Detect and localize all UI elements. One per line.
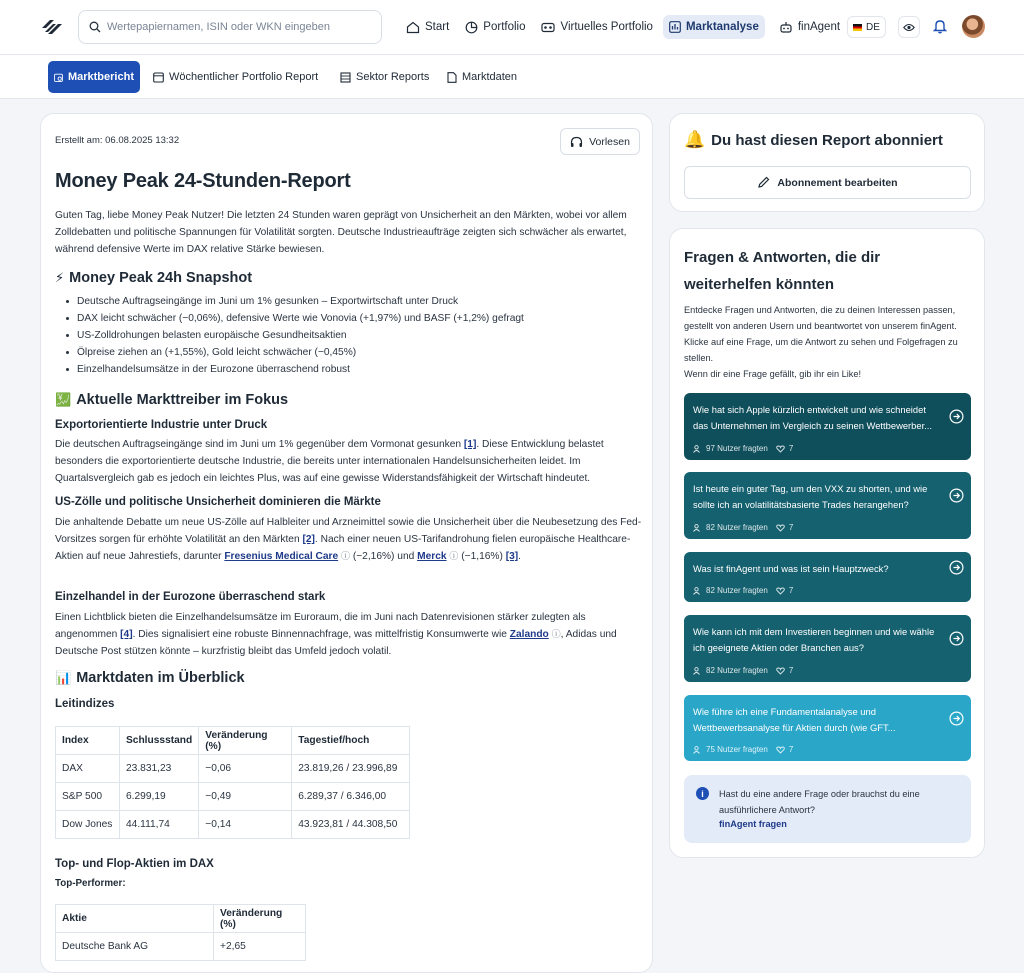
vr-glasses-icon [541, 22, 555, 33]
chart-up-icon: 💹 [55, 392, 72, 407]
money-peak-logo-icon[interactable] [40, 15, 64, 39]
lightning-icon: ⚡ [55, 270, 65, 285]
arrow-right-circle-icon [949, 560, 964, 575]
table-cell: 44.111,74 [120, 811, 199, 839]
ask-finagent-text: Hast du eine andere Frage oder brauchst du eine ausführlichere Antwort? [719, 789, 920, 815]
reference-link-3[interactable]: [3] [505, 551, 519, 562]
table-header-row [56, 905, 306, 933]
arrow-right-circle-icon [949, 488, 964, 503]
eye-icon [903, 23, 915, 32]
pie-chart-icon [465, 21, 478, 34]
top-performer-table [55, 904, 306, 961]
drivers-heading [55, 392, 288, 408]
qa-users-count: 75 Nutzer fragten [706, 745, 768, 754]
qa-item[interactable] [684, 695, 971, 761]
section-1-text [55, 436, 645, 487]
users-icon [693, 667, 702, 675]
tab-weekly-label: Wöchentlicher Portfolio Report [169, 71, 319, 83]
indices-title: Leitindizes [55, 698, 115, 710]
indices-table [55, 726, 410, 839]
report-tabs [0, 55, 1024, 99]
subscription-heading [684, 130, 943, 150]
read-aloud-button[interactable] [560, 128, 640, 155]
text: . Diese Entwicklung belastet besonders die exportorientierte deutsche Industrie, die bereits unter internationalen Handelsunsicherheiten leidet. Im Quartalsvergleich gab es jedoch ein leichtes Plus, was auf eine gewisse Widerstandsfähigkeit der Wirtschaft hindeutet. [55, 439, 604, 484]
users-icon [693, 524, 702, 532]
report-title: Money Peak 24-Stunden-Report [55, 170, 351, 192]
column-header: Index [56, 727, 120, 755]
notification-bell-icon[interactable] [933, 18, 947, 34]
nav-virtual-label: Virtuelles Portfolio [560, 21, 653, 33]
list-item: DAX leicht schwächer (−0,06%), defensive Werte wie Vonovia (+1,97%) und BASF (+1,2%) gefragt [63, 310, 643, 327]
column-header: Veränderung (%) [214, 905, 306, 933]
table-cell: S&P 500 [56, 783, 120, 811]
section-1-title: Exportorientierte Industrie unter Druck [55, 419, 268, 431]
nav-start-label: Start [425, 21, 450, 33]
nav-portfolio[interactable] [459, 15, 531, 39]
snapshot-heading [55, 270, 252, 286]
qa-card [669, 228, 985, 858]
list-item: Ölpreise ziehen an (+1,55%), Gold leicht schwächer (−0,45%) [63, 344, 643, 361]
ask-finagent-box [684, 775, 971, 843]
arrow-right-circle-icon [949, 711, 964, 726]
table-cell: 23.819,26 / 23.996,89 [292, 755, 410, 783]
stock-link-zalando[interactable]: Zalando [509, 629, 549, 640]
heart-icon[interactable] [776, 746, 785, 754]
reference-link-4[interactable]: [4] [120, 629, 133, 640]
table-cell: Dow Jones [56, 811, 120, 839]
table-cell: −0,14 [199, 811, 292, 839]
list-item: Deutsche Auftragseingänge im Juni um 1% gesunken – Exportwirtschaft unter Druck [63, 293, 643, 310]
text: Die deutschen Auftragseingänge sind im Juni um 1% gegenüber dem Vormonat gesunken [55, 439, 464, 450]
stock-link-merck[interactable]: Merck [417, 551, 447, 562]
read-aloud-label: Vorlesen [589, 135, 630, 148]
visibility-toggle[interactable] [898, 16, 920, 38]
table-cell: 43.923,81 / 44.308,50 [292, 811, 410, 839]
qa-users-count: 97 Nutzer fragten [706, 444, 768, 453]
reference-link-1[interactable]: [1] [463, 439, 477, 450]
list-item: Einzelhandelsumsätze in der Eurozone überraschend robust [63, 361, 643, 378]
qa-users-count: 82 Nutzer fragten [706, 586, 768, 595]
table-cell: DAX [56, 755, 120, 783]
qa-description [684, 302, 976, 382]
table-row [56, 755, 410, 783]
nav-portfolio-label: Portfolio [483, 21, 526, 33]
subscription-title: Du hast diesen Report abonniert [711, 131, 943, 149]
search-icon [89, 21, 101, 33]
user-avatar[interactable] [962, 15, 985, 38]
table-header-row [56, 727, 410, 755]
info-icon[interactable]: ⓘ [340, 551, 350, 561]
qa-description-text: Entdecke Fragen und Antworten, die zu deinen Interessen passen, gestellt von anderen Usern und beantwortet von unserem finAgent. Klicke auf eine Frage, um die Antwort zu sehen und Folgefragen zu stellen. [684, 305, 958, 363]
nav-marktanalyse-label: Marktanalyse [685, 21, 759, 33]
language-selector[interactable] [847, 16, 886, 38]
qa-item[interactable] [684, 393, 971, 460]
reference-link-2[interactable]: [2] [302, 534, 315, 545]
users-icon [693, 587, 702, 595]
section-3-text [55, 609, 645, 660]
tab-weekly-portfolio-report[interactable] [147, 61, 324, 93]
qa-likes-count: 7 [788, 745, 794, 754]
column-header: Tagestief/hoch [292, 727, 410, 755]
list-item: US-Zolldrohungen belasten europäische Gesundheitsaktien [63, 327, 643, 344]
qa-like-hint: Wenn dir eine Frage gefällt, gib ihr ein Like! [684, 369, 862, 379]
qa-meta [693, 586, 793, 595]
text: Die anhaltende Debatte um neue US-Zölle auf Halbleiter und Arzneimittel sowie die Unsicherheit über die Neubesetzung des Fed-Vorsitzes sorgen für erhöhte Volatilität an den Märkten [55, 517, 642, 545]
topflop-title: Top- und Flop-Aktien im DAX [55, 858, 214, 870]
users-icon [693, 445, 702, 453]
table-cell: +2,65 [214, 933, 306, 961]
heart-icon[interactable] [776, 587, 785, 595]
subscription-card [669, 113, 985, 212]
pencil-icon [757, 176, 770, 189]
qa-users-count: 82 Nutzer fragten [706, 666, 768, 675]
tab-marktbericht-label: Marktbericht [67, 71, 134, 83]
market-report-card [40, 113, 653, 973]
text: (−1,16%) [458, 551, 506, 562]
heart-icon[interactable] [776, 445, 785, 453]
nav-finagent[interactable] [773, 15, 846, 39]
snapshot-title: Money Peak 24h Snapshot [69, 270, 253, 286]
table-cell: −0,06 [199, 755, 292, 783]
tab-marktdaten[interactable] [441, 61, 523, 93]
qa-meta [693, 666, 793, 675]
column-header: Aktie [56, 905, 214, 933]
created-date: Erstellt am: 06.08.2025 13:32 [55, 135, 180, 146]
qa-question: Wie kann ich mit dem Investieren beginnen und wie wähle ich geeignete Aktien oder Branchen aus? [693, 626, 935, 653]
market-data-heading [55, 670, 245, 686]
heart-icon[interactable] [776, 667, 785, 675]
column-header: Veränderung (%) [199, 727, 292, 755]
qa-likes-count: 7 [788, 586, 794, 595]
qa-question: Was ist finAgent und was ist sein Hauptzweck? [693, 563, 889, 574]
tab-marktdaten-label: Marktdaten [462, 71, 518, 83]
qa-item[interactable] [684, 472, 971, 539]
main-nav [400, 15, 846, 39]
text: , Adidas und Deutsche Post stützen könnte – kurzfristig bleibt das Umfeld jedoch volatil. [55, 629, 617, 657]
report-icon [153, 72, 164, 83]
info-circle-icon: i [696, 787, 709, 800]
tab-sector-reports[interactable] [334, 61, 435, 93]
table-cell: 23.831,23 [120, 755, 199, 783]
text: . Dies signalisiert eine robuste Binnennachfrage, was mittelfristig Konsumwerte wie [132, 629, 510, 640]
snapshot-list [63, 293, 643, 378]
nav-virtual-portfolio[interactable] [535, 15, 658, 39]
qa-question: Ist heute ein guter Tag, um den VXX zu shorten, und wie sollte ich an volatilitätsbasierte Trades herangehen? [693, 483, 928, 510]
report-intro: Guten Tag, liebe Money Peak Nutzer! Die letzten 24 Stunden waren geprägt von Unsicherheit an den Märkten, wobei vor allem Zolldebatten und politische Spannungen für Volatilität sorgten. Deutsche Industrieaufträge zeigten sich schwächer als erwartet, während defensive Werte im DAX relative Stärke bewiesen. [55, 210, 627, 255]
top-performer-title: Top-Performer: [55, 878, 126, 889]
tab-sector-label: Sektor Reports [356, 71, 430, 83]
nav-finagent-label: finAgent [797, 21, 841, 33]
section-2-title: US-Zölle und politische Unsicherheit dominieren die Märkte [55, 496, 381, 508]
edit-subscription-label: Abonnement bearbeiten [777, 176, 898, 189]
search-box[interactable] [78, 10, 382, 44]
table-row [56, 783, 410, 811]
robot-icon [779, 21, 793, 34]
bar-chart-icon [669, 21, 681, 33]
top-navigation-bar [0, 0, 1024, 55]
document-icon [447, 72, 457, 83]
nav-marktanalyse[interactable] [663, 15, 765, 39]
table-cell: 6.289,37 / 6.346,00 [292, 783, 410, 811]
table-row [56, 811, 410, 839]
home-icon [406, 21, 420, 34]
bar-chart-emoji-icon: 📊 [55, 670, 72, 685]
qa-title: Fragen & Antworten, die dir weiterhelfen könnten [684, 249, 881, 293]
qa-meta [693, 444, 793, 453]
heart-icon[interactable] [776, 524, 785, 532]
arrow-right-circle-icon [949, 409, 964, 424]
language-label: DE [866, 21, 880, 33]
users-icon [693, 746, 702, 754]
edit-subscription-button[interactable] [684, 166, 971, 199]
info-icon[interactable]: ⓘ [449, 551, 459, 561]
stock-link-fresenius[interactable]: Fresenius Medical Care [224, 551, 339, 562]
ask-finagent-link[interactable]: finAgent fragen [719, 819, 787, 829]
tab-marktbericht[interactable] [48, 61, 140, 93]
qa-meta [693, 745, 793, 754]
calendar-clock-icon [54, 72, 63, 83]
table-row [56, 933, 306, 961]
headphones-icon [570, 136, 583, 148]
text: . Nach einer neuen US-Tarifandrohung fielen europäische Healthcare-Aktien auf neue Jahrestiefs, darunter [55, 534, 631, 562]
qa-item[interactable] [684, 552, 971, 602]
qa-likes-count: 7 [788, 523, 794, 532]
search-input[interactable] [107, 21, 367, 33]
text: (−2,16%) und [350, 551, 418, 562]
bell-check-icon: 🔔 [684, 130, 706, 149]
qa-likes-count: 7 [788, 666, 794, 675]
qa-likes-count: 7 [788, 444, 794, 453]
nav-start[interactable] [400, 15, 455, 39]
table-cell: Deutsche Bank AG [56, 933, 214, 961]
drivers-title: Aktuelle Markttreiber im Fokus [76, 392, 289, 408]
section-3-title: Einzelhandel in der Eurozone überraschend stark [55, 591, 326, 603]
building-icon [340, 72, 351, 83]
table-cell: 6.299,19 [120, 783, 199, 811]
info-icon[interactable]: ⓘ [551, 629, 561, 639]
table-cell: −0,49 [199, 783, 292, 811]
column-header: Schlussstand [120, 727, 199, 755]
qa-meta [693, 523, 793, 532]
qa-item[interactable] [684, 615, 971, 682]
text: Einen Lichtblick bieten die Einzelhandelsumsätze im Euroraum, die im Juni nach Datenrevisionen stärker zulegten als angenommen [55, 612, 586, 640]
german-flag-icon [853, 24, 862, 31]
section-2-text [55, 514, 645, 565]
qa-users-count: 82 Nutzer fragten [706, 523, 768, 532]
qa-question: Wie führe ich eine Fundamentalanalyse und Wettbewerbsanalyse für Aktien durch (wie GFT... [693, 706, 896, 733]
arrow-right-circle-icon [949, 631, 964, 646]
qa-question: Wie hat sich Apple kürzlich entwickelt und wie schneidet das Unternehmen im Vergleich zu seinen Wettbewerber... [693, 404, 933, 431]
text: . [518, 551, 522, 562]
market-data-title: Marktdaten im Überblick [76, 670, 245, 686]
